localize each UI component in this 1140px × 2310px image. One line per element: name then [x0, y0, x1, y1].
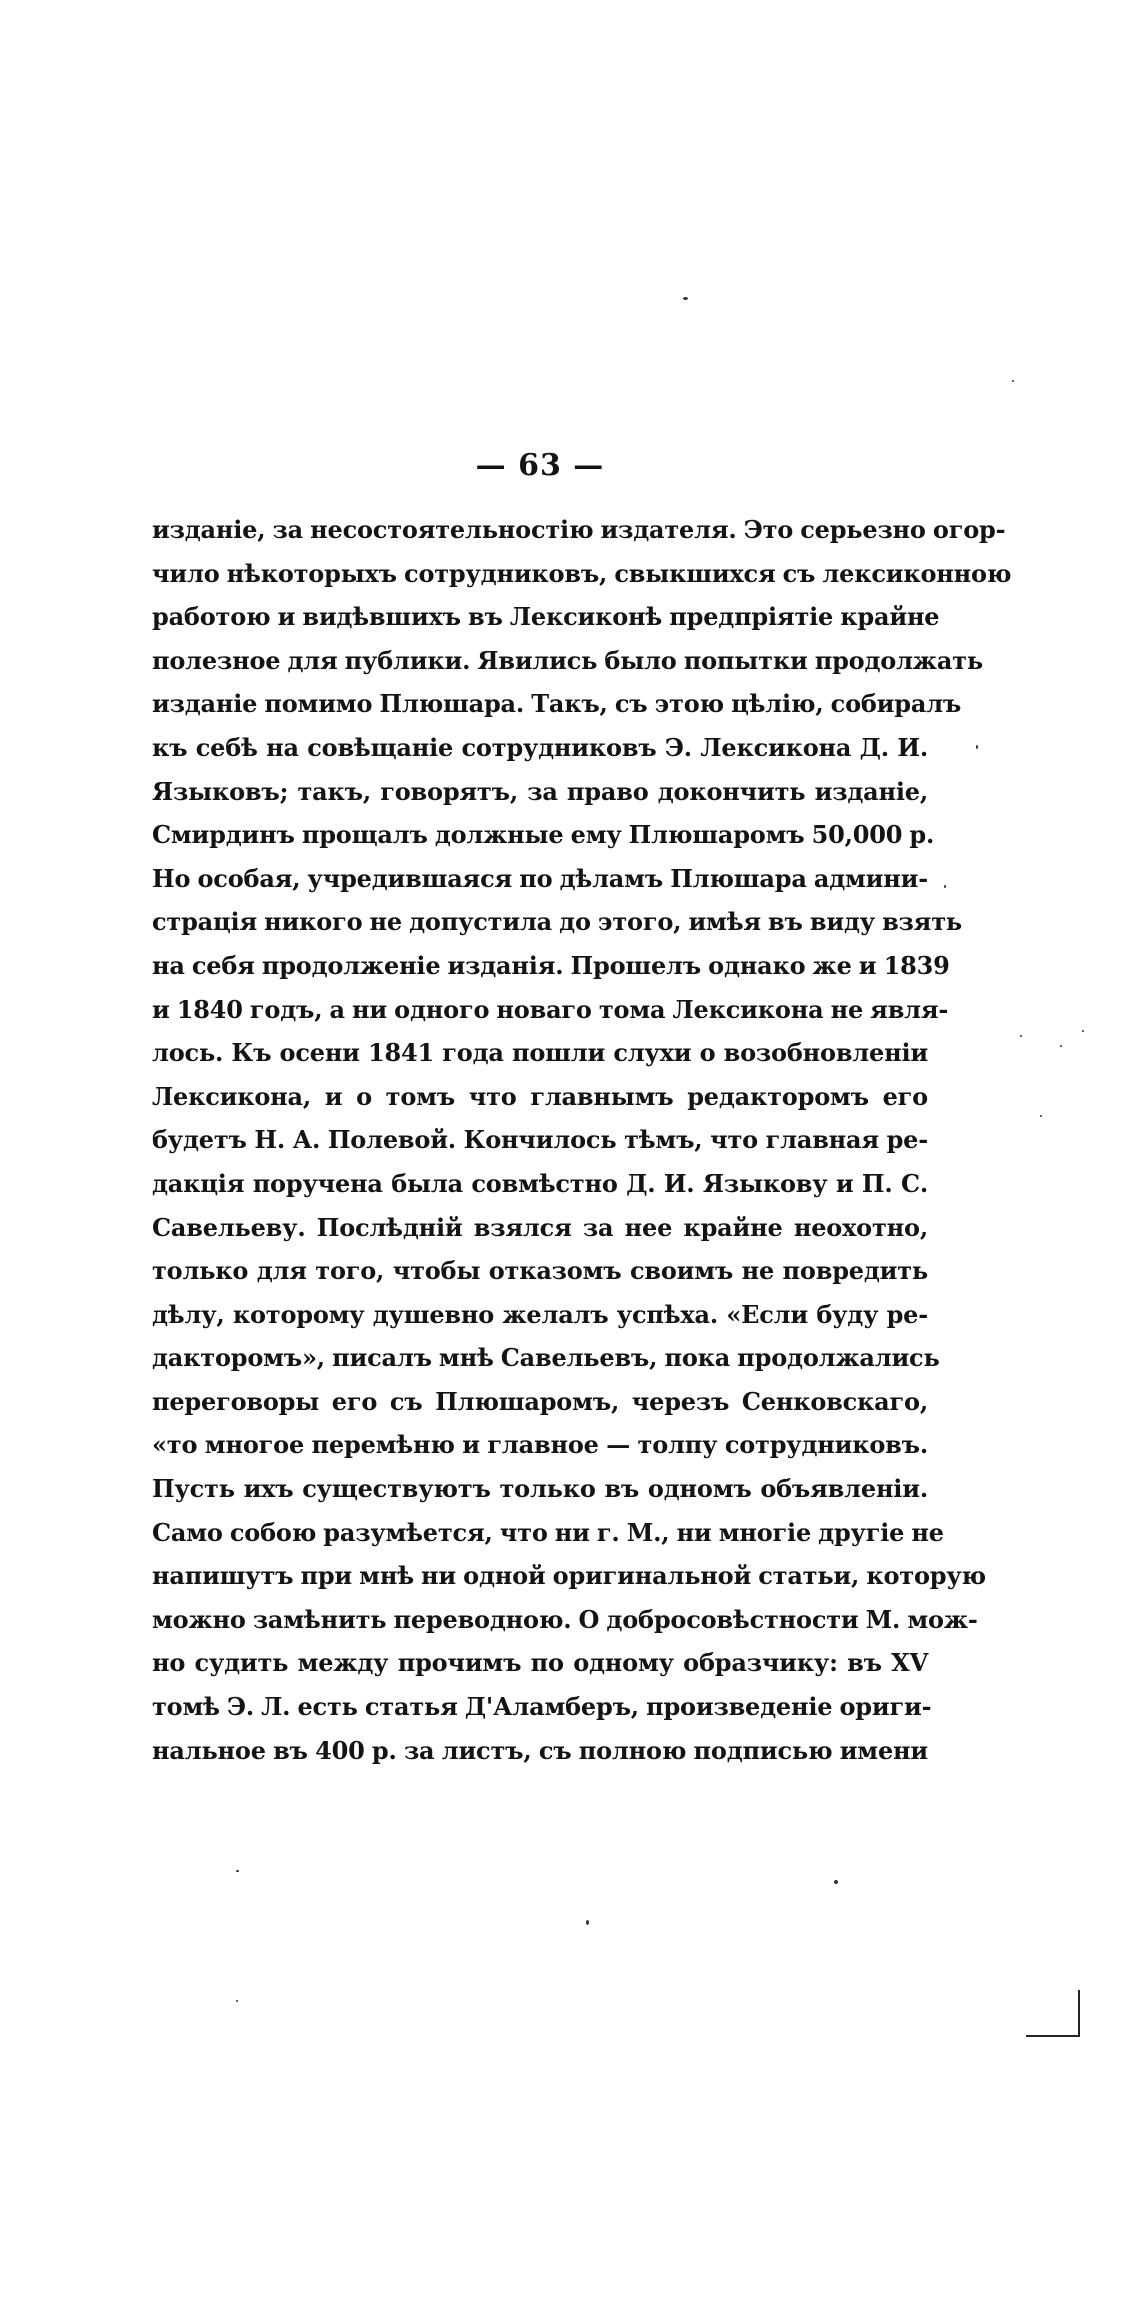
text-line: томѣ Э. Л. есть статья Д'Аламберъ, произведеніе ориги-	[152, 1692, 932, 1722]
text-line: лось. Къ осени 1841 года пошли слухи о возобновленіи	[152, 1038, 928, 1068]
text-line: чило нѣкоторыхъ сотрудниковъ, свыкшихся съ лексиконною	[152, 558, 1012, 588]
text-line: нальное въ 400 р. за листъ, съ полною подписью имени	[152, 1735, 928, 1765]
text-line: будетъ Н. А. Полевой. Кончилось тѣмъ, что главная ре-	[152, 1125, 928, 1155]
text-line: только для того, чтобы отказомъ своимъ не повредить	[152, 1256, 928, 1286]
scan-speck	[944, 885, 946, 888]
scan-speck	[1020, 1035, 1022, 1037]
text-line: Языковъ; такъ, говорятъ, за право докончить изданіе,	[152, 776, 928, 806]
text-line: Смирдинъ прощалъ должные ему Плюшаромъ 50,000 р.	[152, 820, 935, 850]
text-line: напишутъ при мнѣ ни одной оригинальной статьи, которую	[152, 1561, 986, 1591]
body-text	[152, 508, 1012, 1772]
scan-speck	[586, 1920, 589, 1925]
text-line: но судить между прочимъ по одному образчику: въ XV	[152, 1648, 928, 1678]
text-line: и 1840 годъ, а ни одного новаго тома Лексикона не явля-	[152, 994, 949, 1024]
text-line: Но особая, учредившаяся по дѣламъ Плюшара админи-	[152, 863, 928, 893]
text-line: полезное для публики. Явились было попытки продолжать	[152, 645, 983, 675]
text-line: переговоры его съ Плюшаромъ, черезъ Сенковскаго,	[152, 1386, 928, 1416]
text-line: работою и видѣвшихъ въ Лексиконѣ предпріятіе крайне	[152, 602, 940, 632]
text-line: дакція поручена была совмѣстно Д. И. Языкову и П. С.	[152, 1168, 928, 1198]
text-line: Савельеву. Послѣдній взялся за нее крайне неохотно,	[152, 1212, 928, 1242]
text-line: дакторомъ», писалъ мнѣ Савельевъ, пока продолжались	[152, 1343, 940, 1373]
scan-speck	[236, 2000, 238, 2002]
text-line: изданіе, за несостоятельностію издателя. Это серьезно огор-	[152, 515, 1006, 544]
scan-speck	[1012, 380, 1014, 382]
text-line: изданіе помимо Плюшара. Такъ, съ этою цѣлію, собиралъ	[152, 689, 962, 719]
text-line: «то многое перемѣню и главное — толпу сотрудниковъ.	[152, 1430, 928, 1460]
text-line: можно замѣнить переводною. О добросовѣстности М. мож-	[152, 1604, 978, 1634]
scan-speck	[1060, 1045, 1062, 1047]
text-line: Лексикона, и о томъ что главнымъ редакторомъ его	[152, 1081, 928, 1111]
scan-speck	[976, 745, 978, 749]
scan-speck	[1040, 1115, 1042, 1117]
scan-corner-mark	[1078, 1990, 1080, 2036]
scan-speck	[236, 1870, 239, 1872]
text-line: дѣлу, которому душевно желалъ успѣха. «Если буду ре-	[152, 1299, 928, 1329]
text-line: Само собою разумѣется, что ни г. М., ни многіе другіе не	[152, 1517, 944, 1547]
scan-corner-mark	[1026, 2035, 1080, 2037]
page-number: — 63 —	[475, 448, 605, 483]
text-line: на себя продолженіе изданія. Прошелъ однако же и 1839	[152, 950, 950, 980]
text-line: къ себѣ на совѣщаніе сотрудниковъ Э. Лексикона Д. И.	[152, 732, 928, 762]
scan-speck	[683, 297, 688, 300]
scan-speck	[1082, 1030, 1084, 1032]
text-line: страція никого не допустила до этого, имѣя въ виду взять	[152, 907, 962, 937]
text-line: Пусть ихъ существуютъ только въ одномъ объявленіи.	[152, 1474, 928, 1504]
scan-speck	[834, 1880, 838, 1884]
